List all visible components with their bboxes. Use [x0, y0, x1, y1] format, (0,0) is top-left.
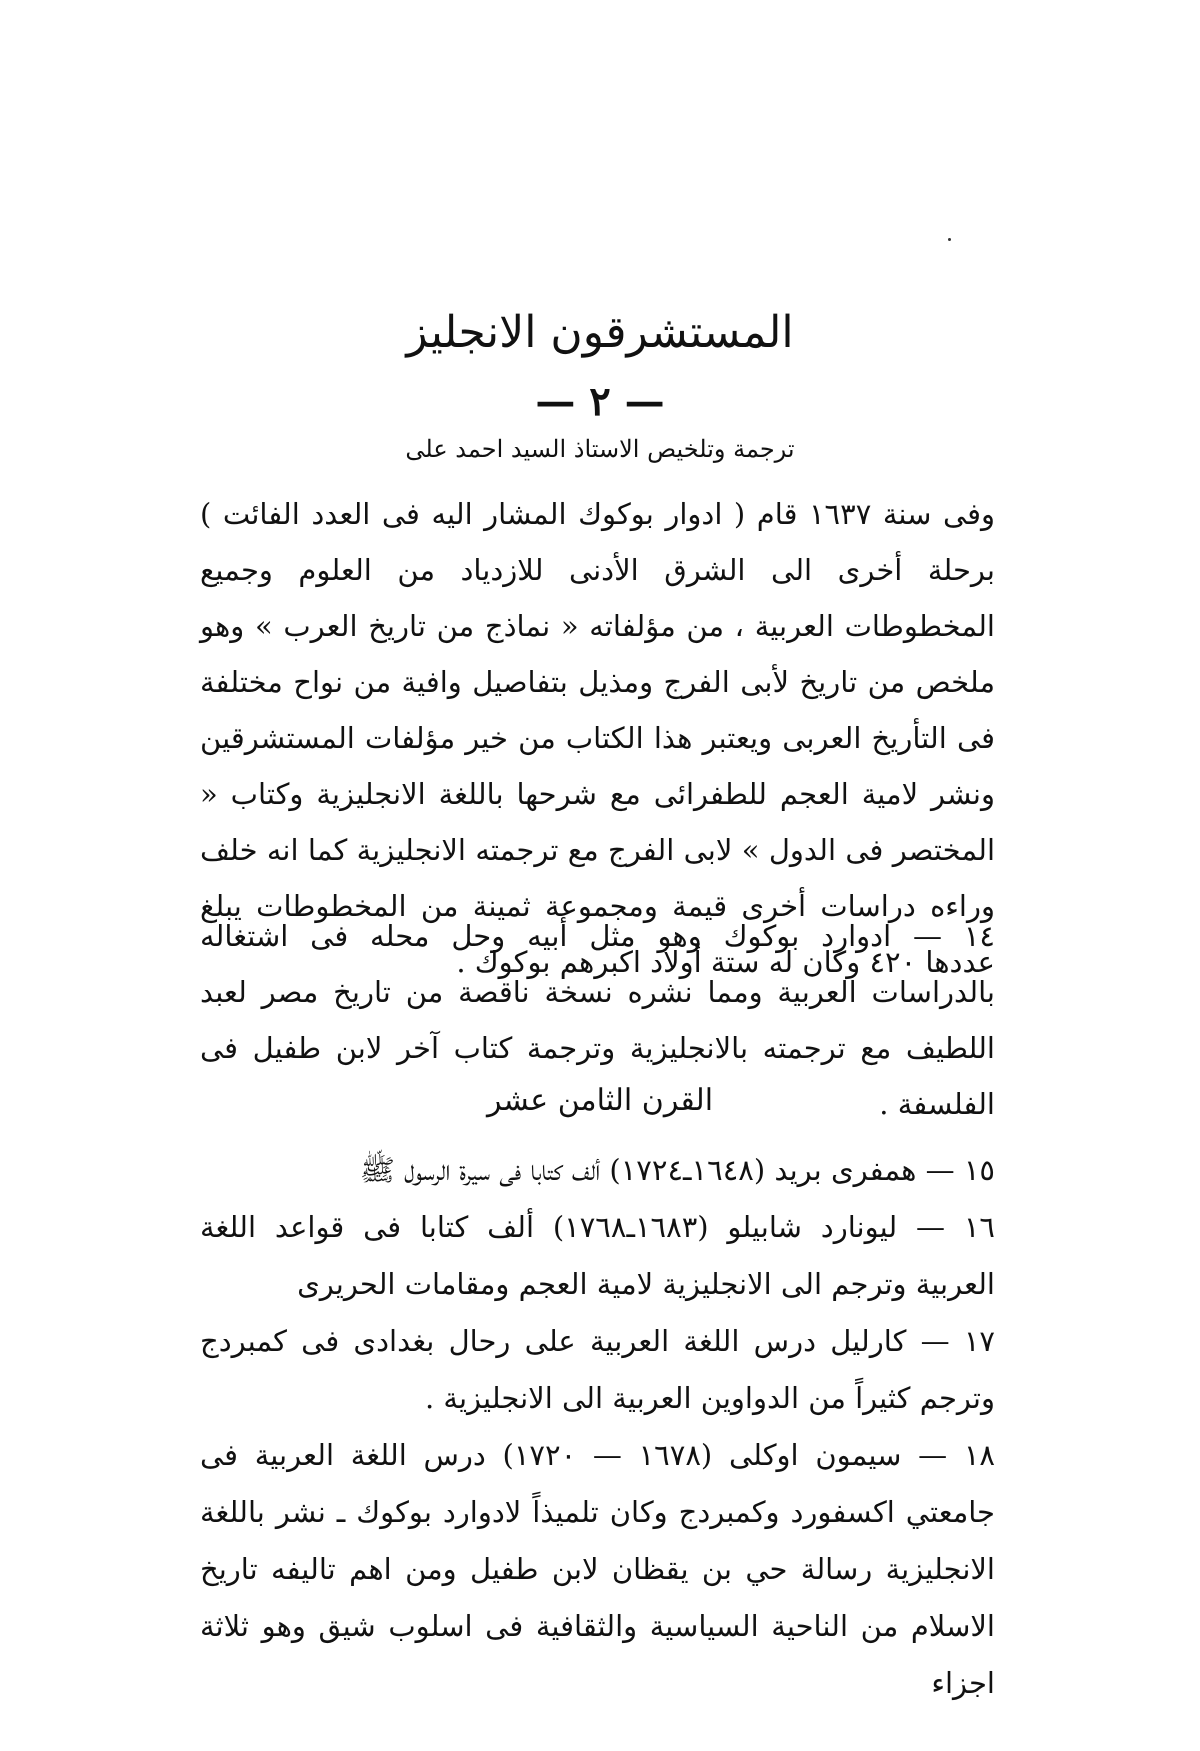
list-item-humphrey-prideaux: ١٥ — همفرى بريد (١٦٤٨ـ١٧٢٤) ألف كتابا فى سيرة الرسول ﷺ — [359, 1153, 995, 1187]
scan-speck — [948, 238, 951, 241]
part-number: — ٢ — — [535, 378, 665, 425]
orientalists-list — [200, 1142, 995, 1712]
article-title: المستشرقون الانجليز — [406, 307, 794, 358]
list-item-carlyle: ١٧ — كارليل درس اللغة العربية على رحال بغدادى فى كمبردج وترجم كثيراً من الدواوين العربية الى الانجليزية . — [200, 1324, 995, 1415]
list-item-leonard-chappelow: ١٦ — ليونارد شابيلو (١٦٨٣ـ١٧٦٨) ألف كتابا فى قواعد اللغة العربية وترجم الى الانجليزية لامية العجم ومقامات الحريرى — [200, 1210, 995, 1301]
list-item-simon-ockley: ١٨ — سيمون اوكلى (١٦٧٨ — ١٧٢٠) درس اللغة العربية فى جامعتي اكسفورد وكمبردج وكان تلميذاً لادوارد بوكوك ـ نشر باللغة الانجليزية رسالة حي بن يقظان لابن طفيل ومن اهم تاليفه تاريخ الاسلام من الناحية السياسية والثقافية فى اسلوب شيق وهو ثلاثة اجزاء — [200, 1438, 996, 1700]
section-heading-18th-century: القرن الثامن عشر — [486, 1083, 714, 1118]
byline: ترجمة وتلخيص الاستاذ السيد احمد على — [405, 435, 795, 463]
paragraph-pococke-journey: وفى سنة ١٦٣٧ قام ( ادوار بوكوك المشار اليه فى العدد الفائت ) برحلة أخرى الى الشرق الأدنى للازدياد من العلوم وجميع المخطوطات العربية ، من مؤلفاته « نماذج من تاريخ العرب » وهو ملخص من تاريخ لأبى الفرج ومذيل بتفاصيل وافية من نواح مختلفة فى التأريخ العربى ويعتبر هذا الكتاب من خير مؤلفات المستشرقين ونشر لامية العجم للطفرائى مع شرحها باللغة الانجليزية وكتاب « المختصر فى الدول » لابى الفرج مع ترجمته الانجليزية كما انه خلف وراءه دراسات أخرى قيمة ومجموعة ثمينة من المخطوطات يبلغ عددها ٤٢٠ وكان له ستة أولاد اكبرهم بوكوك . — [200, 497, 996, 979]
paragraph-edward-pococke-son: ١٤ — ادوارد بوكوك وهو مثل أبيه وحل محله فى اشتغاله بالدراسات العربية ومما نشره نسخة ناقصة من تاريخ مصر لعبد اللطيف مع ترجمته بالانجليزية وترجمة كتاب آخر لابن طفيل فى الفلسفة . — [200, 919, 995, 1121]
